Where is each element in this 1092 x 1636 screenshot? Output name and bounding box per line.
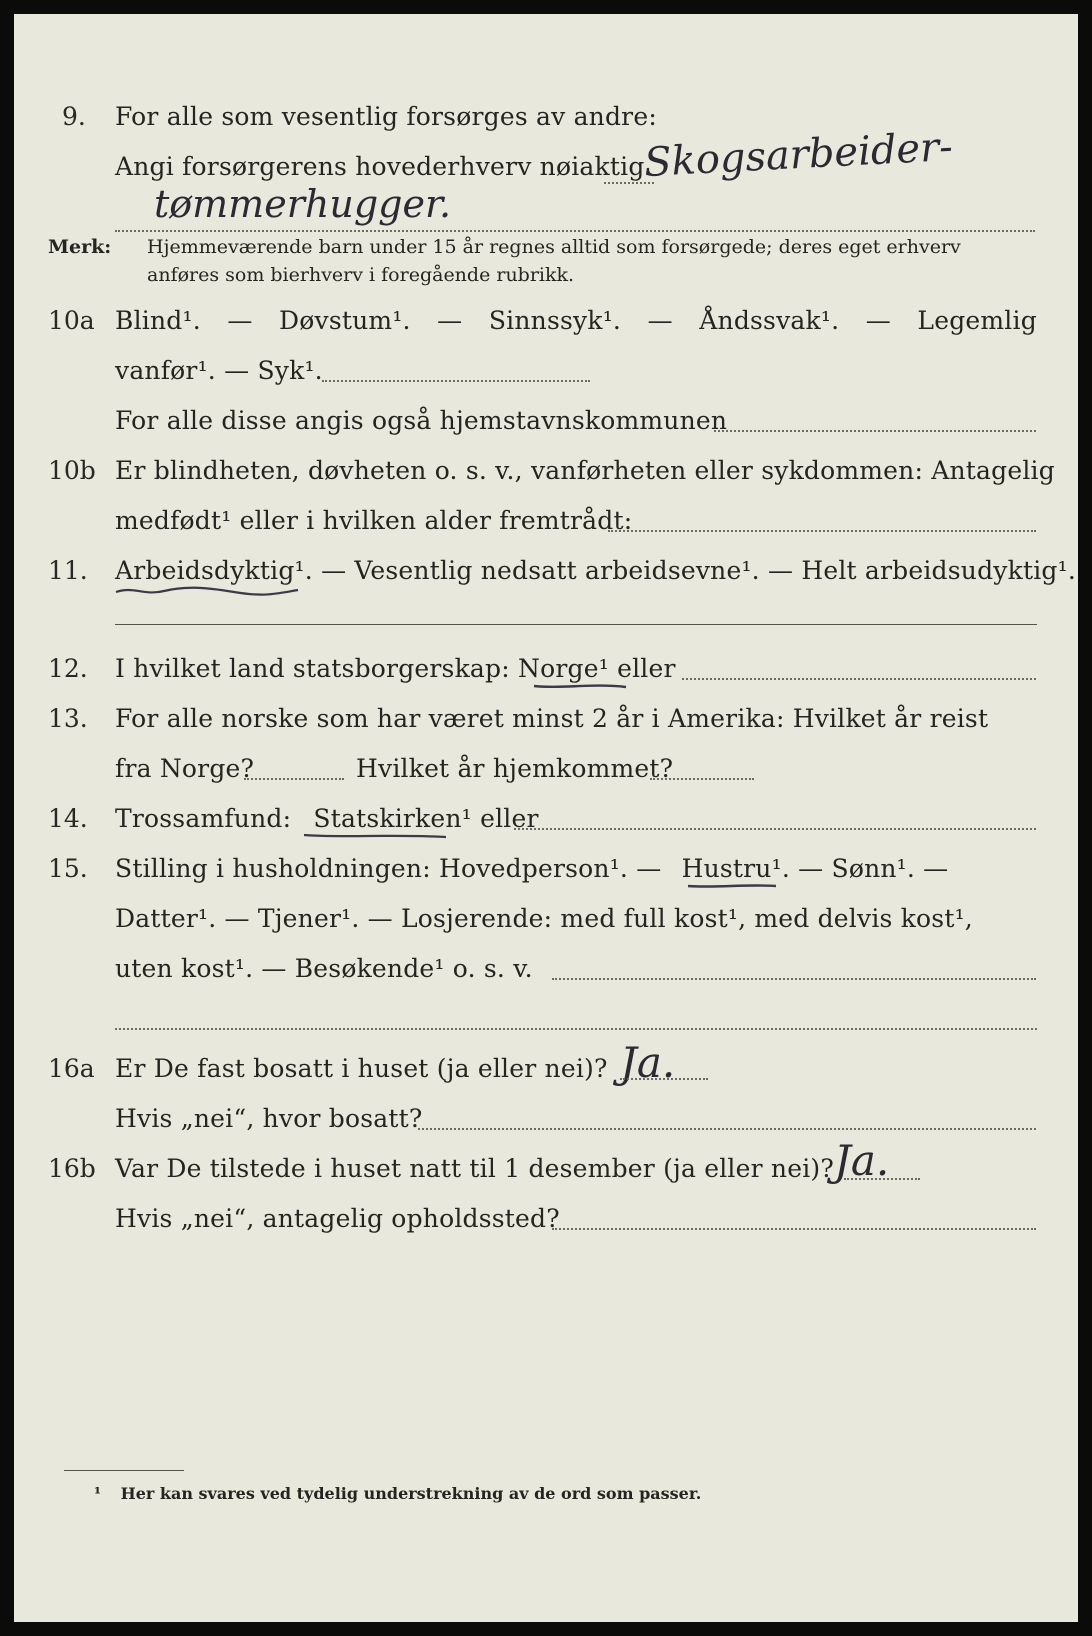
answer-dotted-line bbox=[650, 778, 754, 780]
item-9-handwritten-answer-cont: tømmerhugger. bbox=[154, 182, 452, 226]
item-11-number: 11. bbox=[48, 556, 88, 585]
handwritten-underline bbox=[532, 680, 628, 692]
footnote-marker: ¹ bbox=[94, 1484, 102, 1503]
option-hustru: Hustru¹. bbox=[681, 854, 790, 883]
option-blind: Blind¹. bbox=[115, 306, 201, 335]
item-16b-handwritten-answer: Ja. bbox=[834, 1136, 890, 1185]
item-10a-line2: vanfør¹. — Syk¹. bbox=[115, 356, 323, 385]
item-10b-line2: medfødt¹ eller i hvilken alder fremtrådt: bbox=[115, 506, 633, 535]
item-15-line2: Datter¹. — Tjener¹. — Losjerende: med full kost¹, med delvis kost¹, bbox=[115, 904, 973, 933]
item-9-number: 9. bbox=[62, 102, 86, 131]
footnote bbox=[94, 1484, 701, 1503]
handwritten-underline bbox=[114, 584, 300, 598]
item-16b-question: Var De tilstede i huset natt til 1 desember (ja eller nei)? bbox=[115, 1154, 834, 1183]
item-10b-number: 10b bbox=[48, 456, 96, 485]
item-10a-line3: For alle disse angis også hjemstavnskommunen bbox=[115, 406, 728, 435]
item-11-other-options: — Vesentlig nedsatt arbeidsevne¹. — Helt arbeidsudyktig¹. bbox=[321, 556, 1076, 585]
answer-dotted-line bbox=[418, 1128, 1036, 1130]
item-14-number: 14. bbox=[48, 804, 88, 833]
item-15-line1-c: — Sønn¹. — bbox=[798, 854, 949, 883]
item-14-prefix: Trossamfund: bbox=[115, 804, 292, 833]
item-12-number: 12. bbox=[48, 654, 88, 683]
option-andssvak: Åndssvak¹. bbox=[699, 306, 840, 335]
footnote-rule bbox=[64, 1470, 184, 1471]
item-16b-followup: Hvis „nei“, antagelig opholdssted? bbox=[115, 1204, 560, 1233]
item-9-handwritten-answer: Skogsarbeider- bbox=[643, 123, 954, 187]
separator-dash: — bbox=[647, 306, 673, 335]
merk-note-line2: anføres som bierhverv i foregående rubrikk. bbox=[147, 264, 575, 286]
item-16a-number: 16a bbox=[48, 1054, 95, 1083]
item-15-number: 15. bbox=[48, 854, 88, 883]
item-16a-followup: Hvis „nei“, hvor bosatt? bbox=[115, 1104, 423, 1133]
option-statskirken: Statskirken¹ bbox=[313, 804, 472, 833]
answer-dotted-line bbox=[322, 380, 590, 382]
item-10a-number: 10a bbox=[48, 306, 95, 335]
item-11-options bbox=[115, 556, 1076, 585]
item-10a-options bbox=[115, 306, 1037, 335]
answer-dotted-line bbox=[608, 530, 1036, 532]
item-15-line3: uten kost¹. — Besøkende¹ o. s. v. bbox=[115, 954, 533, 983]
answer-dotted-line bbox=[244, 778, 344, 780]
handwritten-underline bbox=[302, 830, 448, 842]
option-dovstum: Døvstum¹. bbox=[279, 306, 411, 335]
separator-dash: — bbox=[865, 306, 891, 335]
item-13-line1: For alle norske som har været minst 2 år i Amerika: Hvilket år reist bbox=[115, 704, 989, 733]
item-14-suffix: eller bbox=[480, 804, 539, 833]
item-9-instruction: Angi forsørgerens hovederhverv nøiaktig bbox=[115, 152, 645, 181]
item-16a-handwritten-answer: Ja. bbox=[620, 1038, 676, 1087]
merk-label: Merk: bbox=[48, 236, 112, 258]
census-form-page bbox=[14, 14, 1078, 1622]
answer-dotted-line bbox=[552, 1228, 1036, 1230]
item-12-question bbox=[115, 654, 676, 683]
item-16b-number: 16b bbox=[48, 1154, 96, 1183]
option-norge: Norge¹ bbox=[518, 654, 609, 683]
answer-dotted-line bbox=[844, 1178, 920, 1180]
item-16a-question: Er De fast bosatt i huset (ja eller nei)? bbox=[115, 1054, 608, 1083]
item-10b-line1: Er blindheten, døvheten o. s. v., vanførheten eller sykdommen: Antagelig bbox=[115, 456, 1055, 485]
answer-dotted-line bbox=[552, 978, 1036, 980]
answer-dotted-line bbox=[115, 230, 1035, 232]
answer-dotted-line bbox=[714, 430, 1036, 432]
item-13-return-question: Hvilket år hjemkommet? bbox=[356, 754, 674, 783]
answer-dotted-line bbox=[682, 678, 1036, 680]
merk-note-line1: Hjemmeværende barn under 15 år regnes alltid som forsørgede; deres eget erhverv bbox=[147, 236, 961, 258]
footnote-text: Her kan svares ved tydelig understrekning av de ord som passer. bbox=[120, 1484, 702, 1503]
option-legemlig: Legemlig bbox=[917, 306, 1037, 335]
answer-dotted-line bbox=[514, 828, 1036, 830]
item-9-question: For alle som vesentlig forsørges av andre: bbox=[115, 102, 657, 131]
option-sinnssyk: Sinnssyk¹. bbox=[488, 306, 622, 335]
item-14-question bbox=[115, 804, 539, 833]
separator-dash: — bbox=[227, 306, 253, 335]
option-arbeidsdyktig: Arbeidsdyktig¹. bbox=[115, 556, 313, 585]
item-12-suffix: eller bbox=[617, 654, 676, 683]
item-15-line1 bbox=[115, 854, 948, 883]
answer-line bbox=[115, 624, 1037, 625]
item-13-number: 13. bbox=[48, 704, 88, 733]
item-15-line1-a: Stilling i husholdningen: Hovedperson¹. — bbox=[115, 854, 662, 883]
item-13-departure-question: fra Norge? bbox=[115, 754, 255, 783]
handwritten-underline bbox=[686, 880, 778, 892]
answer-dotted-line bbox=[115, 1028, 1037, 1030]
answer-dotted-line bbox=[620, 1078, 708, 1080]
separator-dash: — bbox=[437, 306, 463, 335]
item-12-prefix: I hvilket land statsborgerskap: bbox=[115, 654, 510, 683]
